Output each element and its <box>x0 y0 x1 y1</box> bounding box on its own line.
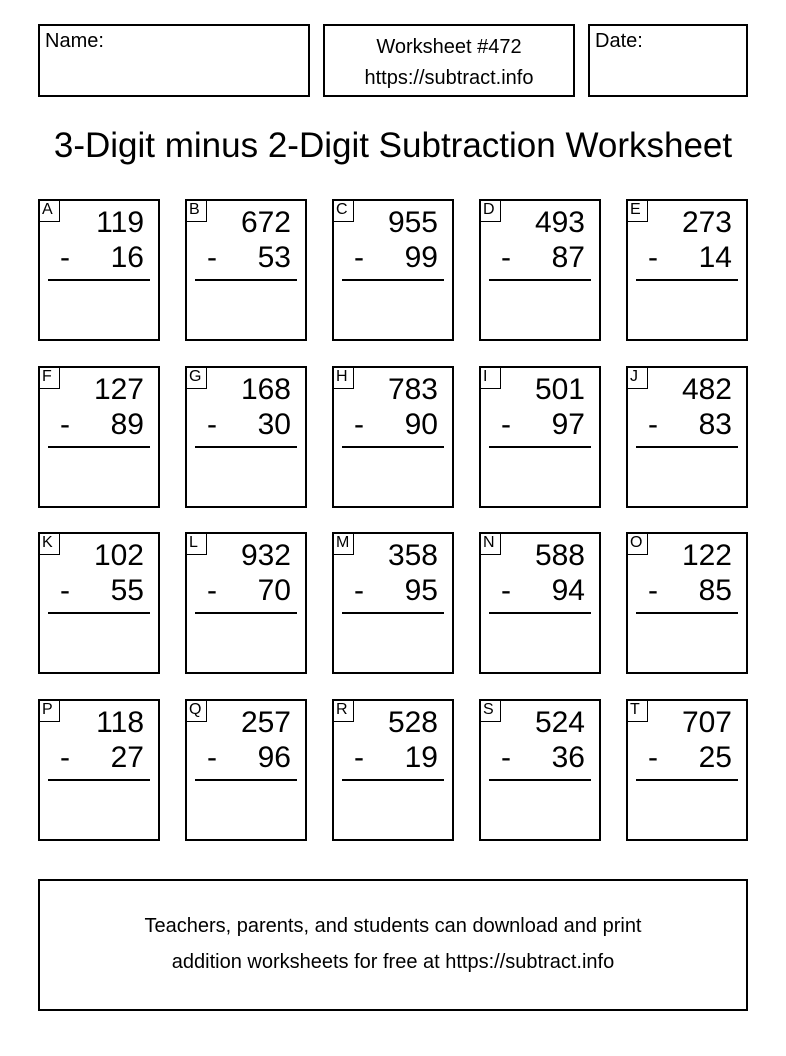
problem-card[interactable] <box>38 199 160 341</box>
problem-subtrahend: 87 <box>551 241 585 274</box>
problem-minuend: 119 <box>96 206 144 239</box>
problem-minuend: 118 <box>96 706 144 739</box>
problem-letter: C <box>332 199 354 222</box>
answer-line <box>195 612 297 614</box>
problem-letter: I <box>479 366 501 389</box>
problem-minuend: 257 <box>240 706 291 739</box>
problem-subtrahend: 94 <box>551 574 585 607</box>
problem-subtrahend: 97 <box>551 408 585 441</box>
problem-minuend: 127 <box>93 373 144 406</box>
answer-line <box>48 779 150 781</box>
problem-subtrahend: 99 <box>404 241 438 274</box>
problem-subtrahend: 96 <box>257 741 291 774</box>
problem-card[interactable] <box>626 532 748 674</box>
worksheet-url: https://subtract.info <box>364 67 534 89</box>
problem-card[interactable] <box>185 532 307 674</box>
minus-sign: - <box>354 741 364 774</box>
problem-card[interactable] <box>332 699 454 841</box>
problem-letter: B <box>185 199 207 222</box>
problem-letter: A <box>38 199 60 222</box>
problem-subtrahend: 55 <box>110 574 144 607</box>
problem-subtrahend: 89 <box>110 408 144 441</box>
answer-line <box>195 279 297 281</box>
minus-sign: - <box>501 408 511 441</box>
minus-sign: - <box>648 741 658 774</box>
name-label: Name: <box>45 30 104 52</box>
problem-minuend: 493 <box>534 206 585 239</box>
answer-line <box>48 612 150 614</box>
problem-subtrahend: 83 <box>698 408 732 441</box>
problem-letter: T <box>626 699 648 722</box>
problem-letter: K <box>38 532 60 555</box>
problem-subtrahend: 19 <box>404 741 438 774</box>
problem-card[interactable] <box>332 366 454 508</box>
answer-line <box>342 779 444 781</box>
problem-subtrahend: 85 <box>698 574 732 607</box>
problem-card[interactable] <box>626 366 748 508</box>
problem-subtrahend: 25 <box>698 741 732 774</box>
problem-subtrahend: 27 <box>110 741 144 774</box>
problem-card[interactable] <box>332 532 454 674</box>
worksheet-number: Worksheet #472 <box>376 36 522 58</box>
problem-minuend: 932 <box>240 539 291 572</box>
problem-card[interactable] <box>38 699 160 841</box>
minus-sign: - <box>60 241 70 274</box>
problem-card[interactable] <box>185 199 307 341</box>
problem-minuend: 482 <box>681 373 732 406</box>
problem-letter: M <box>332 532 354 555</box>
minus-sign: - <box>207 408 217 441</box>
problem-card[interactable] <box>332 199 454 341</box>
minus-sign: - <box>60 408 70 441</box>
problem-letter: F <box>38 366 60 389</box>
minus-sign: - <box>207 241 217 274</box>
minus-sign: - <box>60 741 70 774</box>
problem-subtrahend: 90 <box>404 408 438 441</box>
problem-minuend: 783 <box>387 373 438 406</box>
problem-minuend: 358 <box>387 539 438 572</box>
minus-sign: - <box>648 241 658 274</box>
problem-card[interactable] <box>185 366 307 508</box>
problem-minuend: 273 <box>681 206 732 239</box>
minus-sign: - <box>501 574 511 607</box>
problem-subtrahend: 70 <box>257 574 291 607</box>
answer-line <box>636 279 738 281</box>
problem-minuend: 672 <box>240 206 291 239</box>
answer-line <box>489 446 591 448</box>
problem-minuend: 955 <box>387 206 438 239</box>
problem-card[interactable] <box>38 532 160 674</box>
answer-line <box>489 279 591 281</box>
problem-minuend: 122 <box>681 539 732 572</box>
problem-letter: D <box>479 199 501 222</box>
problem-letter: N <box>479 532 501 555</box>
problem-letter: L <box>185 532 207 555</box>
minus-sign: - <box>354 408 364 441</box>
problem-minuend: 588 <box>534 539 585 572</box>
footer-line-2: addition worksheets for free at https://subtract.info <box>171 951 615 973</box>
minus-sign: - <box>648 408 658 441</box>
problem-letter: H <box>332 366 354 389</box>
answer-line <box>195 446 297 448</box>
problem-minuend: 501 <box>534 373 585 406</box>
page-title: 3-Digit minus 2-Digit Subtraction Worksheet <box>53 126 733 165</box>
problem-card[interactable] <box>38 366 160 508</box>
minus-sign: - <box>501 241 511 274</box>
answer-line <box>342 612 444 614</box>
problem-letter: O <box>626 532 648 555</box>
minus-sign: - <box>501 741 511 774</box>
problem-letter: E <box>626 199 648 222</box>
problem-subtrahend: 53 <box>257 241 291 274</box>
problem-card[interactable] <box>479 199 601 341</box>
problem-letter: G <box>185 366 207 389</box>
answer-line <box>489 779 591 781</box>
problem-card[interactable] <box>626 199 748 341</box>
problem-subtrahend: 30 <box>257 408 291 441</box>
answer-line <box>636 612 738 614</box>
problem-letter: Q <box>185 699 207 722</box>
problem-subtrahend: 16 <box>110 241 144 274</box>
answer-line <box>342 279 444 281</box>
problem-letter: J <box>626 366 648 389</box>
date-label: Date: <box>595 30 643 52</box>
minus-sign: - <box>354 574 364 607</box>
problem-minuend: 528 <box>387 706 438 739</box>
minus-sign: - <box>207 741 217 774</box>
answer-line <box>48 279 150 281</box>
problem-minuend: 524 <box>534 706 585 739</box>
answer-line <box>195 779 297 781</box>
answer-line <box>636 779 738 781</box>
problem-minuend: 707 <box>681 706 732 739</box>
answer-line <box>636 446 738 448</box>
problem-card[interactable] <box>479 699 601 841</box>
problem-subtrahend: 36 <box>551 741 585 774</box>
problem-letter: S <box>479 699 501 722</box>
answer-line <box>489 612 591 614</box>
problem-card[interactable] <box>479 366 601 508</box>
problem-card[interactable] <box>479 532 601 674</box>
problem-card[interactable] <box>626 699 748 841</box>
problem-subtrahend: 14 <box>698 241 732 274</box>
minus-sign: - <box>648 574 658 607</box>
problem-minuend: 168 <box>240 373 291 406</box>
answer-line <box>342 446 444 448</box>
footer-box <box>38 879 748 1011</box>
problem-card[interactable] <box>185 699 307 841</box>
minus-sign: - <box>207 574 217 607</box>
problem-minuend: 102 <box>93 539 144 572</box>
footer-line-1: Teachers, parents, and students can download and print <box>144 915 642 937</box>
answer-line <box>48 446 150 448</box>
problem-letter: P <box>38 699 60 722</box>
problem-letter: R <box>332 699 354 722</box>
problem-subtrahend: 95 <box>404 574 438 607</box>
minus-sign: - <box>354 241 364 274</box>
minus-sign: - <box>60 574 70 607</box>
